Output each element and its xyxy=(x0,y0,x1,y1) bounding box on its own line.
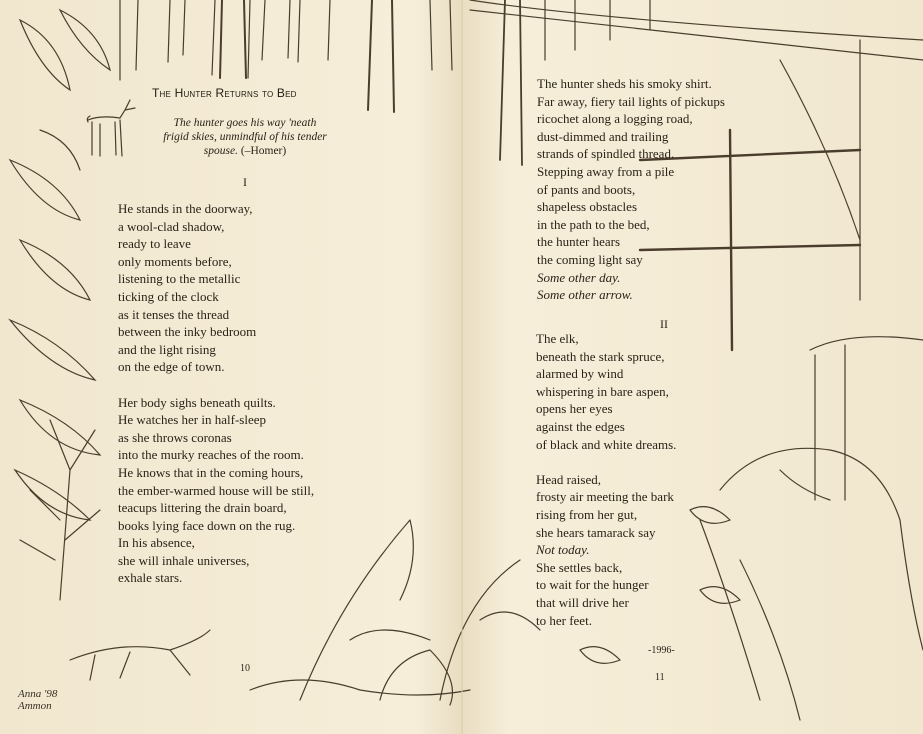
epigraph-text: The hunter goes his way 'neath frigid skies, unmindful of his tender spouse. xyxy=(163,117,327,157)
signature-line-2: Ammon xyxy=(18,700,52,712)
verse-line: rising from her gut, xyxy=(536,506,638,522)
signature-line-1: Anna '98 xyxy=(18,688,58,700)
verse-line: against the edges xyxy=(536,418,625,434)
verse-line: the ember-warmed house will be still, xyxy=(118,482,315,498)
verse-line: shapeless obstacles xyxy=(537,199,638,215)
verse-line: dust-dimmed and trailing xyxy=(537,128,669,144)
stanza-5-part-a xyxy=(536,471,676,541)
verse-line: ticking of the clock xyxy=(118,288,219,304)
verse-line: Head raised, xyxy=(536,471,601,487)
verse-line: to wait for the hunger xyxy=(536,577,649,593)
page-number-left: 10 xyxy=(240,663,250,674)
verse-line: into the murky reaches of the room. xyxy=(118,447,304,463)
right-page-verse-bottom xyxy=(536,330,676,629)
verse-line: the coming light say xyxy=(537,251,643,267)
stanza-4 xyxy=(536,330,676,453)
verse-line: to her feet. xyxy=(536,612,592,628)
left-page-verse xyxy=(118,200,314,587)
verse-line: opens her eyes xyxy=(536,401,613,417)
verse-line: as it tenses the thread xyxy=(118,306,230,322)
section-label-i: I xyxy=(243,175,247,189)
verse-line: she hears tamarack say xyxy=(536,524,656,540)
verse-line: In his absence, xyxy=(118,535,195,551)
stanza-3 xyxy=(537,75,725,269)
verse-line: Some other arrow. xyxy=(537,287,633,303)
verse-line: He watches her in half-sleep xyxy=(118,412,266,428)
section-label-ii: II xyxy=(660,317,668,331)
verse-line: exhale stars. xyxy=(118,570,183,586)
epigraph-attribution: (–Homer) xyxy=(240,145,287,157)
epigraph xyxy=(160,116,330,158)
bare-shrub xyxy=(20,420,100,600)
stanza-1 xyxy=(118,200,314,376)
verse-line: strands of spindled thread. xyxy=(537,146,675,162)
verse-line: books lying face down on the rug. xyxy=(118,517,296,533)
verse-line: teacups littering the drain board, xyxy=(118,500,287,516)
stanza-5-part-b xyxy=(536,559,676,629)
verse-line: only moments before, xyxy=(118,253,232,269)
verse-line: The hunter sheds his smoky shirt. xyxy=(537,76,712,91)
verse-line: frosty air meeting the bark xyxy=(536,489,674,505)
page-number-right: 11 xyxy=(655,672,665,683)
verse-line: She settles back, xyxy=(536,559,623,575)
right-page-verse-top xyxy=(537,75,725,304)
artist-signature xyxy=(18,688,57,712)
verse-line: Stepping away from a pile xyxy=(537,163,675,179)
verse-line: of black and white dreams. xyxy=(536,436,677,452)
verse-line: that will drive her xyxy=(536,594,629,610)
verse-line: on the edge of town. xyxy=(118,359,225,375)
verse-line: in the path to the bed, xyxy=(537,216,650,232)
verse-line: Some other day. xyxy=(537,269,621,285)
verse-line: between the inky bedroom xyxy=(118,324,257,340)
bed-sleeper xyxy=(700,337,923,720)
stanza-5-italic: Not today. xyxy=(536,542,590,558)
stanza-2 xyxy=(118,394,314,588)
verse-line: ready to leave xyxy=(118,236,191,252)
poem-date: -1996- xyxy=(648,645,675,656)
verse-line: of pants and boots, xyxy=(537,181,636,197)
verse-line: He knows that in the coming hours, xyxy=(118,464,304,480)
verse-line: the hunter hears xyxy=(537,234,621,250)
verse-line: she will inhale universes, xyxy=(118,552,250,568)
fawn-drawing xyxy=(70,630,210,680)
verse-line: The elk, xyxy=(536,331,579,346)
verse-line: as she throws coronas xyxy=(118,429,232,445)
verse-line: alarmed by wind xyxy=(536,366,624,382)
verse-line: beneath the stark spruce, xyxy=(536,348,665,364)
verse-line: He stands in the doorway, xyxy=(118,201,253,216)
verse-line: a wool-clad shadow, xyxy=(118,218,225,234)
verse-line: Her body sighs beneath quilts. xyxy=(118,394,276,410)
verse-line: and the light rising xyxy=(118,341,216,357)
verse-line: ricochet along a logging road, xyxy=(537,111,693,127)
verse-line: Far away, fiery tail lights of pickups xyxy=(537,93,725,109)
stanza-3-italic xyxy=(537,269,725,304)
verse-line: listening to the metallic xyxy=(118,271,241,287)
poem-title: The Hunter Returns to Bed xyxy=(152,86,297,100)
deer-drawing xyxy=(87,100,135,156)
verse-line: whispering in bare aspen, xyxy=(536,383,669,399)
